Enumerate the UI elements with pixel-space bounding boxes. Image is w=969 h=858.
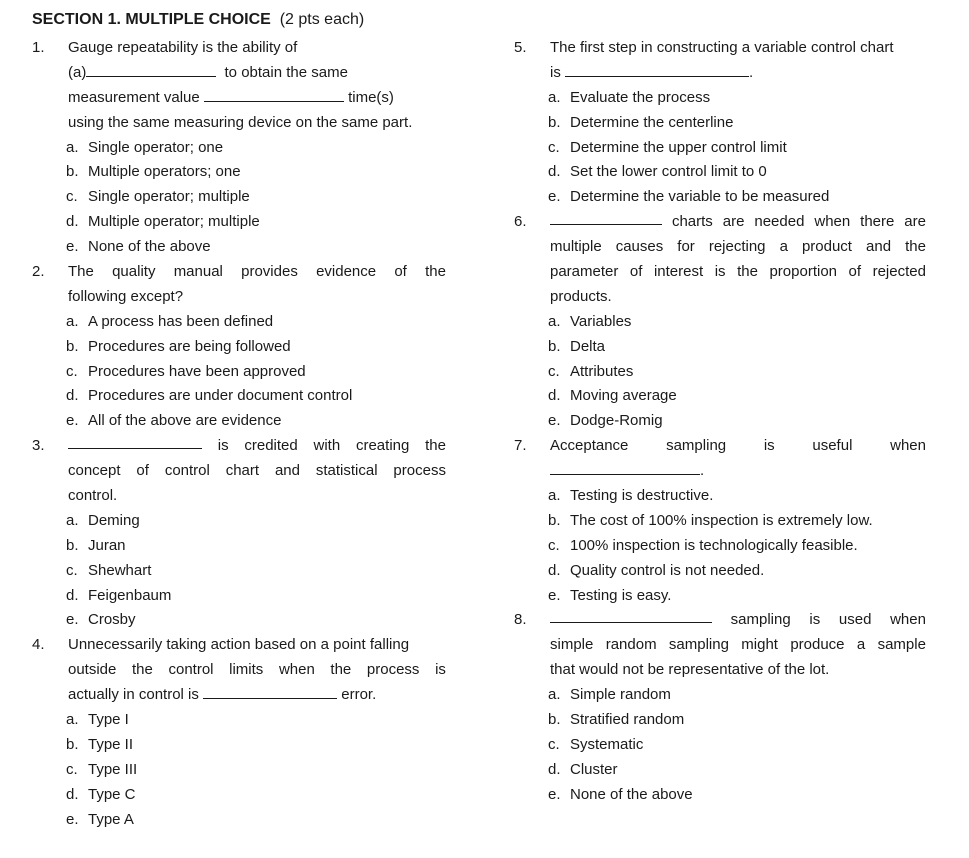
option-text: Quality control is not needed. xyxy=(570,561,765,579)
word: multiple xyxy=(550,238,602,256)
option-text: Determine the centerline xyxy=(570,113,734,131)
option-text: Testing is destructive. xyxy=(570,487,714,505)
option-letter: b. xyxy=(548,711,561,729)
option[interactable] xyxy=(32,136,446,161)
word: product xyxy=(801,238,852,256)
option[interactable] xyxy=(32,335,446,360)
option-letter: b. xyxy=(66,536,79,554)
points-note: (2 pts each) xyxy=(279,11,365,28)
option[interactable] xyxy=(514,584,926,609)
option[interactable] xyxy=(32,409,446,434)
option-letter: c. xyxy=(66,362,78,380)
option[interactable] xyxy=(32,210,446,235)
word: limits xyxy=(229,661,264,679)
option-text: None of the above xyxy=(570,785,693,803)
option[interactable] xyxy=(514,534,926,559)
question-1-line-4 xyxy=(32,111,446,136)
word: of xyxy=(848,263,862,281)
option-letter: d. xyxy=(66,213,79,231)
word: statistical xyxy=(315,462,378,480)
justified-line xyxy=(514,608,926,633)
option[interactable] xyxy=(514,185,926,210)
option-text: Shewhart xyxy=(88,561,152,579)
question-text: products. xyxy=(550,287,612,305)
word: the xyxy=(425,437,446,455)
word: interest xyxy=(653,263,704,281)
justified-line xyxy=(32,260,446,285)
option-text: Systematic xyxy=(570,735,644,753)
word: simple xyxy=(550,636,594,654)
section-heading: SECTION 1. MULTIPLE CHOICE xyxy=(32,11,271,28)
option[interactable] xyxy=(32,185,446,210)
option-text: Attributes xyxy=(570,362,634,380)
word: when xyxy=(814,213,851,231)
question-text: is xyxy=(550,63,561,81)
word: for xyxy=(677,238,695,256)
option-text: Testing is easy. xyxy=(570,586,672,604)
question-6-options xyxy=(514,310,926,434)
question-4-options xyxy=(32,708,446,832)
option-text: Determine the upper control limit xyxy=(570,138,787,156)
option[interactable] xyxy=(514,360,926,385)
option-letter: b. xyxy=(548,511,561,529)
option-letter: d. xyxy=(548,163,561,181)
word: sampling xyxy=(668,636,729,654)
word: useful xyxy=(812,437,853,455)
option-text: Type I xyxy=(88,711,129,729)
option-letter: a. xyxy=(548,686,561,704)
option[interactable] xyxy=(514,111,926,136)
option-text: Multiple operators; one xyxy=(88,163,241,181)
option[interactable] xyxy=(32,708,446,733)
question-8-line-2 xyxy=(514,633,926,658)
option-text: Moving average xyxy=(570,387,677,405)
option-text: Type C xyxy=(88,785,136,803)
question-text: . xyxy=(749,63,754,81)
word: credited xyxy=(244,437,298,455)
question-4-line-3 xyxy=(32,683,446,708)
option-letter: a. xyxy=(66,511,79,529)
option-letter: c. xyxy=(548,536,560,554)
question-text: Unnecessarily taking action based on a point falling xyxy=(68,636,410,654)
option-letter: d. xyxy=(66,785,79,803)
option[interactable] xyxy=(514,509,926,534)
option-letter: d. xyxy=(548,561,561,579)
question-2-line-2 xyxy=(32,285,446,310)
option[interactable] xyxy=(514,409,926,434)
question-4-line-2 xyxy=(32,658,446,683)
question-2-line-1 xyxy=(32,260,446,285)
option-text: Variables xyxy=(570,312,632,330)
word: creating xyxy=(355,437,410,455)
question-6-line-2 xyxy=(514,235,926,260)
option-letter: b. xyxy=(66,735,79,753)
option-letter: c. xyxy=(548,362,560,380)
question-1-line-1 xyxy=(32,36,446,61)
question-6-line-3 xyxy=(514,260,926,285)
word: used xyxy=(838,611,872,629)
option[interactable] xyxy=(32,808,446,833)
option-letter: b. xyxy=(66,163,79,181)
option[interactable] xyxy=(514,758,926,783)
option-letter: d. xyxy=(548,760,561,778)
question-number: 1. xyxy=(32,39,45,56)
option-text: Crosby xyxy=(88,611,136,629)
question-number: 7. xyxy=(514,437,527,455)
option[interactable] xyxy=(514,335,926,360)
left-column xyxy=(32,36,446,833)
question-8-line-3 xyxy=(514,658,926,683)
option[interactable] xyxy=(514,733,926,758)
option[interactable] xyxy=(32,608,446,633)
answer-blank[interactable] xyxy=(550,608,712,623)
option[interactable] xyxy=(32,360,446,385)
question-1-options xyxy=(32,136,446,260)
word: causes xyxy=(615,238,664,256)
word: process xyxy=(366,661,420,679)
justified-line xyxy=(514,235,926,260)
word: and xyxy=(274,462,300,480)
question-text: (a) xyxy=(68,63,87,81)
justified-line xyxy=(514,260,926,285)
question-text: control. xyxy=(68,487,118,505)
option-letter: e. xyxy=(548,586,561,604)
answer-blank[interactable] xyxy=(204,87,344,102)
option-text: Dodge-Romig xyxy=(570,412,663,430)
option-text: Type A xyxy=(88,810,134,828)
option[interactable] xyxy=(32,758,446,783)
word: provides xyxy=(241,263,298,281)
word: produce xyxy=(790,636,845,654)
option-letter: b. xyxy=(548,337,561,355)
question-number: 2. xyxy=(32,263,45,281)
option[interactable] xyxy=(32,534,446,559)
answer-blank[interactable] xyxy=(550,460,700,475)
word: the xyxy=(132,661,153,679)
option[interactable] xyxy=(32,559,446,584)
option-text: Type III xyxy=(88,760,138,778)
question-text: using the same measuring device on the same part. xyxy=(68,113,413,131)
word: are xyxy=(722,213,745,231)
justified-line xyxy=(514,210,926,235)
option-text: Set the lower control limit to 0 xyxy=(570,163,767,181)
option-letter: e. xyxy=(66,412,79,430)
option-text: Deming xyxy=(88,511,140,529)
option-letter: b. xyxy=(66,337,79,355)
question-text: actually in control is xyxy=(68,686,199,704)
word: sampling xyxy=(666,437,727,455)
option[interactable] xyxy=(514,683,926,708)
word: proportion xyxy=(769,263,837,281)
option-text: All of the above are evidence xyxy=(88,412,282,430)
option[interactable] xyxy=(32,384,446,409)
option-letter: a. xyxy=(66,711,79,729)
word: manual xyxy=(173,263,223,281)
word: with xyxy=(313,437,341,455)
question-number: 8. xyxy=(514,611,527,629)
question-text: that would not be representative of the lot. xyxy=(550,661,830,679)
word: when xyxy=(890,437,926,455)
answer-blank[interactable] xyxy=(86,62,216,77)
answer-blank[interactable] xyxy=(550,210,662,225)
option-text: Determine the variable to be measured xyxy=(570,188,830,206)
option-text: Feigenbaum xyxy=(88,586,172,604)
question-1-line-2 xyxy=(32,61,446,86)
word: and xyxy=(866,238,892,256)
question-3-line-2 xyxy=(32,459,446,484)
option-letter: a. xyxy=(548,88,561,106)
question-3-line-1 xyxy=(32,434,446,459)
question-3-line-3 xyxy=(32,484,446,509)
word: a xyxy=(856,636,866,654)
word: is xyxy=(763,437,775,455)
option-letter: a. xyxy=(66,312,79,330)
option[interactable] xyxy=(32,310,446,335)
option[interactable] xyxy=(514,136,926,161)
question-4-line-1 xyxy=(32,633,446,658)
option-text: Procedures are under document control xyxy=(88,387,353,405)
option-letter: c. xyxy=(66,561,78,579)
option-letter: c. xyxy=(548,735,560,753)
option[interactable] xyxy=(514,708,926,733)
word: control xyxy=(164,462,210,480)
question-5-line-2 xyxy=(514,61,926,86)
word: evidence xyxy=(316,263,377,281)
word: a xyxy=(779,238,788,256)
word: needed xyxy=(754,213,805,231)
question-5-options xyxy=(514,86,926,210)
option-letter: c. xyxy=(66,188,78,206)
option[interactable] xyxy=(514,160,926,185)
question-text: measurement value xyxy=(68,88,200,106)
option-text: Multiple operator; multiple xyxy=(88,213,260,231)
option[interactable] xyxy=(32,584,446,609)
option-letter: a. xyxy=(548,312,561,330)
option-text: Juran xyxy=(88,536,126,554)
section-title xyxy=(32,11,364,29)
option-letter: a. xyxy=(548,487,561,505)
justified-line xyxy=(32,434,446,459)
option[interactable] xyxy=(32,160,446,185)
option-letter: c. xyxy=(66,760,78,778)
word: is xyxy=(809,611,821,629)
question-text: . xyxy=(700,462,705,480)
word: random xyxy=(605,636,657,654)
question-7-options xyxy=(514,484,926,608)
word: of xyxy=(136,462,149,480)
word: chart xyxy=(225,462,260,480)
option-text: Procedures have been approved xyxy=(88,362,306,380)
option-letter: d. xyxy=(66,387,79,405)
option-text: Procedures are being followed xyxy=(88,337,291,355)
option-letter: d. xyxy=(66,586,79,604)
justified-line xyxy=(32,658,446,683)
word: sample xyxy=(877,636,926,654)
question-7-line-2 xyxy=(514,459,926,484)
option[interactable] xyxy=(514,783,926,808)
option-text: Evaluate the process xyxy=(570,88,711,106)
right-column xyxy=(514,36,926,808)
question-8-line-1 xyxy=(514,608,926,633)
question-8-options xyxy=(514,683,926,807)
option-text: The cost of 100% inspection is extremely low. xyxy=(570,511,873,529)
option[interactable] xyxy=(514,384,926,409)
option[interactable] xyxy=(514,484,926,509)
word: process xyxy=(393,462,446,480)
question-text: Gauge repeatability is the ability of xyxy=(68,39,298,56)
word: might xyxy=(741,636,778,654)
option-letter: e. xyxy=(66,238,79,256)
word: of xyxy=(394,263,407,281)
question-text: The first step in constructing a variable control chart xyxy=(550,39,894,56)
word: is xyxy=(217,437,229,455)
question-text: error. xyxy=(341,686,377,704)
word: when xyxy=(278,661,315,679)
option[interactable] xyxy=(514,86,926,111)
option[interactable] xyxy=(32,235,446,260)
word: the xyxy=(905,238,926,256)
answer-blank[interactable] xyxy=(203,684,337,699)
word: charts xyxy=(671,213,713,231)
question-7-line-1 xyxy=(514,434,926,459)
option-letter: e. xyxy=(66,810,79,828)
word: are xyxy=(904,213,926,231)
option[interactable] xyxy=(32,783,446,808)
question-text: to obtain the same xyxy=(224,63,348,81)
word: the xyxy=(425,263,446,281)
word: concept xyxy=(68,462,121,480)
justified-line xyxy=(514,434,926,459)
question-1-line-3 xyxy=(32,86,446,111)
word: rejecting xyxy=(708,238,766,256)
option-text: Simple random xyxy=(570,686,671,704)
word: when xyxy=(890,611,926,629)
question-number: 6. xyxy=(514,213,527,231)
option-text: None of the above xyxy=(88,238,211,256)
option[interactable] xyxy=(514,310,926,335)
word: the xyxy=(737,263,758,281)
option-letter: e. xyxy=(548,785,561,803)
option-text: Single operator; multiple xyxy=(88,188,250,206)
word: Acceptance xyxy=(550,437,629,455)
question-text: following except? xyxy=(68,287,184,305)
word: is xyxy=(714,263,726,281)
word: the xyxy=(330,661,352,679)
option-text: Type II xyxy=(88,735,134,753)
option-text: Delta xyxy=(570,337,606,355)
word: sampling xyxy=(730,611,791,629)
word: of xyxy=(629,263,643,281)
option-letter: a. xyxy=(66,138,79,156)
option[interactable] xyxy=(32,733,446,758)
option-text: Stratified random xyxy=(570,711,685,729)
option-letter: e. xyxy=(66,611,79,629)
question-3-options xyxy=(32,509,446,633)
option-text: Single operator; one xyxy=(88,138,224,156)
word: is xyxy=(435,661,446,679)
question-6-line-1 xyxy=(514,210,926,235)
question-6-line-4 xyxy=(514,285,926,310)
question-5-line-1 xyxy=(514,36,926,61)
word: rejected xyxy=(872,263,926,281)
option[interactable] xyxy=(32,509,446,534)
option-letter: e. xyxy=(548,188,561,206)
option-letter: d. xyxy=(548,387,561,405)
question-2-options xyxy=(32,310,446,434)
question-number: 5. xyxy=(514,39,527,56)
question-number: 4. xyxy=(32,636,45,654)
justified-line xyxy=(514,633,926,658)
word: there xyxy=(860,213,895,231)
option-letter: e. xyxy=(548,412,561,430)
word: quality xyxy=(112,263,156,281)
answer-blank[interactable] xyxy=(565,62,749,77)
option-text: A process has been defined xyxy=(88,312,274,330)
option-text: Cluster xyxy=(570,760,618,778)
option[interactable] xyxy=(514,559,926,584)
option-letter: c. xyxy=(548,138,560,156)
word: outside xyxy=(68,661,117,679)
word: control xyxy=(168,661,214,679)
word: parameter xyxy=(550,263,619,281)
answer-blank[interactable] xyxy=(68,434,202,449)
question-number: 3. xyxy=(32,437,45,455)
option-letter: b. xyxy=(548,113,561,131)
question-text: time(s) xyxy=(348,88,394,106)
word: The xyxy=(68,263,94,281)
option-text: 100% inspection is technologically feasible. xyxy=(570,536,858,554)
justified-line xyxy=(32,459,446,484)
